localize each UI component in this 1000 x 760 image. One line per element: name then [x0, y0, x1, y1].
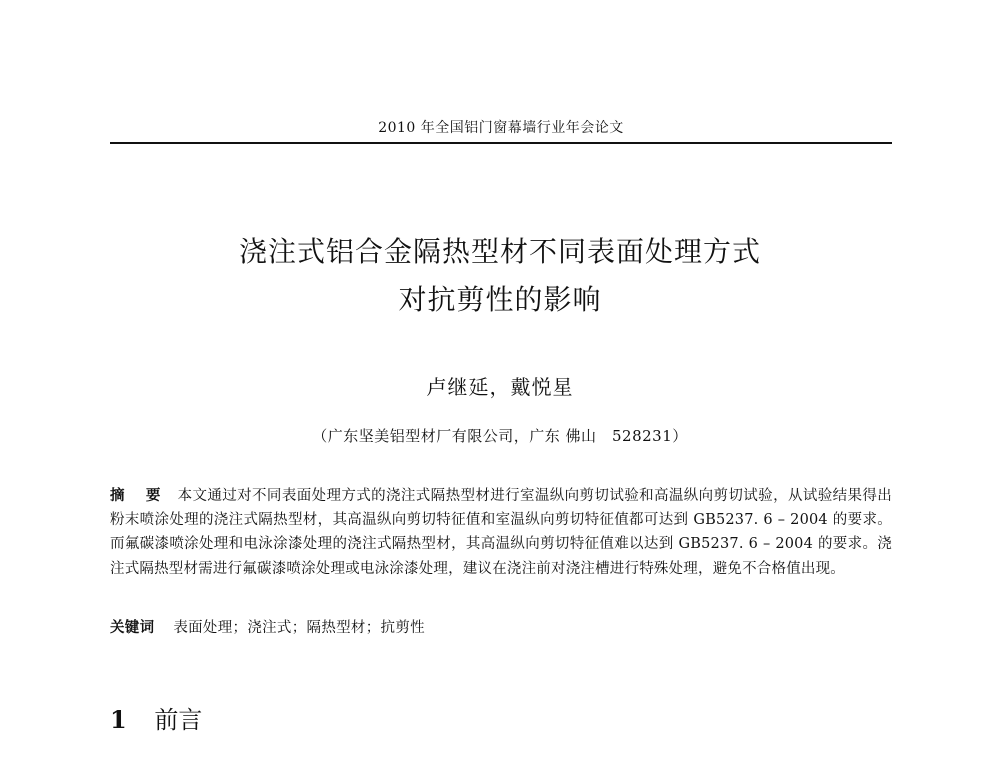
keywords-text: 表面处理；浇注式；隔热型材；抗剪性: [173, 620, 425, 636]
abstract-label: 摘 要: [110, 487, 169, 504]
header-rule: [110, 142, 892, 144]
affiliation: （广东坚美铝型材厂有限公司，广东 佛山 528231）: [312, 427, 688, 445]
running-header: 2010 年全国铝门窗幕墙行业年会论文: [378, 120, 624, 136]
abstract: [110, 484, 892, 581]
paper-title: [100, 228, 900, 324]
abstract-text: 本文通过对不同表面处理方式的浇注式隔热型材进行室温纵向剪切试验和高温纵向剪切试验，从试验结果得出粉末喷涂处理的浇注式隔热型材，其高温纵向剪切特征值和室温纵向剪切特征值都可达到 GB5237. 6 – 2004 的要求。而氟碳漆喷涂处理和电泳涂漆处理的浇注式隔热型材，其高温纵向剪切特征值难以达到 GB5237. 6 – 2004 的要求。浇注式隔热型材需进行氟碳漆喷涂处理或电泳涂漆处理，建议在浇注前对浇注槽进行特殊处理，避免不合格值出现。: [110, 488, 892, 577]
authors: 卢继延，戴悦星: [426, 375, 574, 399]
section-title: 前言: [154, 706, 203, 734]
keywords-label: 关键词: [110, 619, 155, 636]
section-heading: [110, 700, 202, 735]
keywords: [110, 616, 892, 637]
paper-title-line-2: 对抗剪性的影响: [398, 283, 602, 316]
paper-title-line-1: 浇注式铝合金隔热型材不同表面处理方式: [238, 235, 761, 268]
section-number: 1: [110, 705, 127, 734]
